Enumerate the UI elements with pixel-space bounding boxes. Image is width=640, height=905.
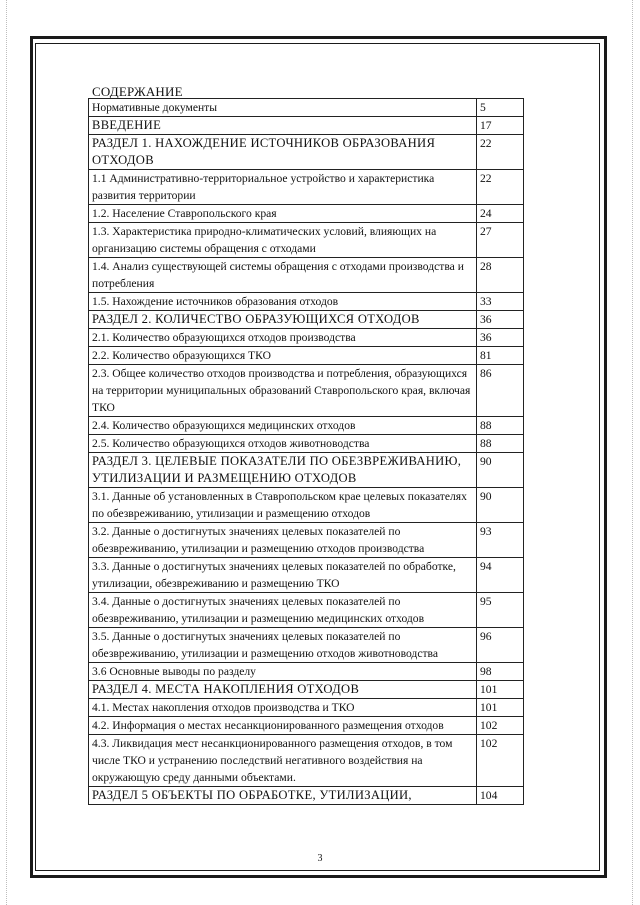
toc-entry-title: Нормативные документы [89, 99, 477, 117]
contents-heading: СОДЕРЖАНИЕ [92, 84, 183, 99]
toc-entry-title: 3.5. Данные о достигнутых значениях целевых показателей по обезвреживанию, утилизации и размещению отходов животноводства [89, 628, 477, 663]
toc-entry-row [89, 170, 524, 205]
toc-entry-row [89, 205, 524, 223]
toc-section-row [89, 681, 524, 699]
toc-entry-row [89, 717, 524, 735]
toc-entry-title: 2.5. Количество образующихся отходов животноводства [89, 435, 477, 453]
toc-entry-page: 88 [477, 435, 524, 453]
toc-entry-page: 24 [477, 205, 524, 223]
toc-entry-title: 1.3. Характеристика природно-климатических условий, влияющих на организацию системы обращения с отходами [89, 223, 477, 258]
toc-entry-title: РАЗДЕЛ 4. МЕСТА НАКОПЛЕНИЯ ОТХОДОВ [89, 681, 477, 699]
toc-entry-page: 33 [477, 293, 524, 311]
toc-entry-page: 101 [477, 681, 524, 699]
toc-entry-page: 102 [477, 735, 524, 787]
toc-entry-page: 93 [477, 523, 524, 558]
toc-entry-title: ВВЕДЕНИЕ [89, 117, 477, 135]
toc-entry-page: 28 [477, 258, 524, 293]
toc-entry-page: 17 [477, 117, 524, 135]
toc-entry-row [89, 347, 524, 365]
toc-entry-page: 86 [477, 365, 524, 417]
toc-entry-page: 94 [477, 558, 524, 593]
toc-entry-page: 102 [477, 717, 524, 735]
toc-entry-title: 4.1. Местах накопления отходов производства и ТКО [89, 699, 477, 717]
toc-entry-row [89, 99, 524, 117]
toc-entry-title: 1.4. Анализ существующей системы обращения с отходами производства и потребления [89, 258, 477, 293]
toc-entry-row [89, 258, 524, 293]
scan-edge-left [6, 0, 7, 905]
toc-entry-page: 36 [477, 329, 524, 347]
toc-entry-title: 2.2. Количество образующихся ТКО [89, 347, 477, 365]
toc-entry-row [89, 223, 524, 258]
toc-entry-title: 4.2. Информация о местах несанкционированного размещения отходов [89, 717, 477, 735]
scan-edge-right [632, 0, 633, 905]
toc-entry-row [89, 417, 524, 435]
toc-entry-page: 36 [477, 311, 524, 329]
toc-entry-title: РАЗДЕЛ 3. ЦЕЛЕВЫЕ ПОКАЗАТЕЛИ ПО ОБЕЗВРЕЖИВАНИЮ, УТИЛИЗАЦИИ И РАЗМЕЩЕНИЮ ОТХОДОВ [89, 453, 477, 488]
toc-entry-page: 81 [477, 347, 524, 365]
toc-entry-title: 1.2. Население Ставропольского края [89, 205, 477, 223]
toc-entry-row [89, 628, 524, 663]
toc-section-row [89, 311, 524, 329]
toc-entry-title: 3.6 Основные выводы по разделу [89, 663, 477, 681]
toc-entry-page: 90 [477, 488, 524, 523]
toc-entry-row [89, 523, 524, 558]
toc-section-row [89, 787, 524, 805]
table-of-contents [88, 98, 524, 805]
toc-entry-row [89, 435, 524, 453]
toc-entry-title: РАЗДЕЛ 1. НАХОЖДЕНИЕ ИСТОЧНИКОВ ОБРАЗОВАНИЯ ОТХОДОВ [89, 135, 477, 170]
toc-entry-title: 1.1 Административно-территориальное устройство и характеристика развития территории [89, 170, 477, 205]
toc-entry-title: 3.2. Данные о достигнутых значениях целевых показателей по обезвреживанию, утилизации и размещению отходов производства [89, 523, 477, 558]
toc-entry-title: 4.3. Ликвидация мест несанкционированного размещения отходов, в том числе ТКО и устранению последствий негативного воздействия на окружающую среду данными объектами. [89, 735, 477, 787]
toc-entry-page: 5 [477, 99, 524, 117]
toc-entry-title: РАЗДЕЛ 5 ОБЪЕКТЫ ПО ОБРАБОТКЕ, УТИЛИЗАЦИИ, [89, 787, 477, 805]
toc-entry-page: 96 [477, 628, 524, 663]
toc-entry-row [89, 663, 524, 681]
toc-entry-title: 3.3. Данные о достигнутых значениях целевых показателей по обработке, утилизации, обезвреживанию и размещению ТКО [89, 558, 477, 593]
toc-entry-page: 22 [477, 170, 524, 205]
toc-entry-page: 90 [477, 453, 524, 488]
toc-entry-title: 2.3. Общее количество отходов производства и потребления, образующихся на территории муниципальных образований Ставропольского края, включая ТКО [89, 365, 477, 417]
toc-entry-row [89, 593, 524, 628]
toc-entry-row [89, 699, 524, 717]
toc-section-row [89, 453, 524, 488]
page-number: 3 [317, 853, 323, 864]
toc-entry-row [89, 488, 524, 523]
toc-entry-row [89, 329, 524, 347]
toc-entry-page: 95 [477, 593, 524, 628]
toc-entry-page: 22 [477, 135, 524, 170]
toc-entry-row [89, 558, 524, 593]
toc-entry-page: 98 [477, 663, 524, 681]
toc-entry-page: 104 [477, 787, 524, 805]
toc-entry-page: 101 [477, 699, 524, 717]
toc-entry-title: РАЗДЕЛ 2. КОЛИЧЕСТВО ОБРАЗУЮЩИХСЯ ОТХОДОВ [89, 311, 477, 329]
toc-entry-title: 2.4. Количество образующихся медицинских отходов [89, 417, 477, 435]
toc-entry-title: 2.1. Количество образующихся отходов производства [89, 329, 477, 347]
toc-section-row [89, 135, 524, 170]
toc-entry-row [89, 365, 524, 417]
toc-section-row [89, 117, 524, 135]
toc-entry-page: 27 [477, 223, 524, 258]
toc-entry-title: 1.5. Нахождение источников образования отходов [89, 293, 477, 311]
toc-entry-row [89, 735, 524, 787]
toc-entry-row [89, 293, 524, 311]
toc-entry-page: 88 [477, 417, 524, 435]
toc-entry-title: 3.1. Данные об установленных в Ставропольском крае целевых показателях по обезвреживанию, утилизации и размещению отходов [89, 488, 477, 523]
toc-entry-title: 3.4. Данные о достигнутых значениях целевых показателей по обезвреживанию, утилизации и размещению медицинских отходов [89, 593, 477, 628]
